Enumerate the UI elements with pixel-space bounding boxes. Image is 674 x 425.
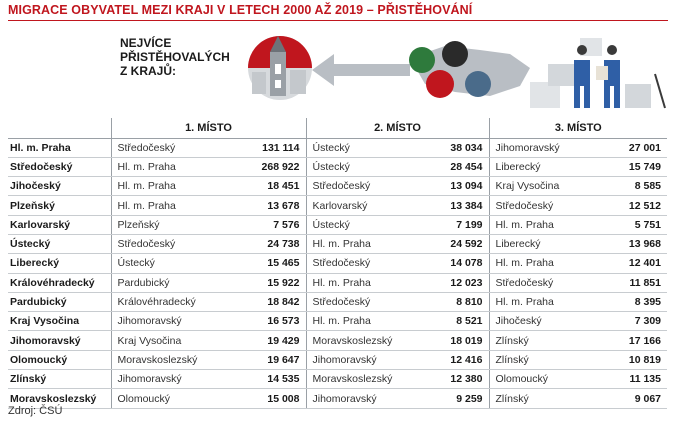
subtitle-line: NEJVÍCE [120, 36, 172, 50]
source-region-cell: Středočeský [111, 138, 221, 157]
region-cell: Hl. m. Praha [8, 138, 111, 157]
value-cell: 19 429 [221, 331, 306, 350]
region-map-icon [409, 41, 530, 98]
source-region-cell: Kraj Vysočina [489, 177, 597, 196]
subtitle-line: Z KRAJŮ: [120, 64, 176, 78]
source-region-cell: Ústecký [306, 157, 416, 176]
source-region-cell: Jihočeský [489, 312, 597, 331]
source-region-cell: Olomoucký [111, 389, 221, 408]
value-cell: 13 968 [597, 234, 667, 253]
migration-table [8, 118, 667, 409]
source-region-cell: Moravskoslezský [306, 370, 416, 389]
value-cell: 12 416 [416, 350, 489, 369]
value-cell: 8 585 [597, 177, 667, 196]
source-region-cell: Jihomoravský [111, 370, 221, 389]
value-cell: 27 001 [597, 138, 667, 157]
title-rule [8, 20, 668, 21]
table-row [8, 254, 667, 273]
region-cell: Jihočeský [8, 177, 111, 196]
value-cell: 17 166 [597, 331, 667, 350]
source-region-cell: Karlovarský [306, 196, 416, 215]
value-cell: 12 380 [416, 370, 489, 389]
value-cell: 131 114 [221, 138, 306, 157]
source-region-cell: Liberecký [489, 234, 597, 253]
value-cell: 14 535 [221, 370, 306, 389]
value-cell: 12 023 [416, 273, 489, 292]
table-row [8, 215, 667, 234]
value-cell: 18 019 [416, 331, 489, 350]
table-row [8, 331, 667, 350]
region-cell: Olomoucký [8, 350, 111, 369]
source-region-cell: Hl. m. Praha [306, 273, 416, 292]
source-region-cell: Zlínský [489, 389, 597, 408]
value-cell: 11 135 [597, 370, 667, 389]
value-cell: 12 401 [597, 254, 667, 273]
value-cell: 16 573 [221, 312, 306, 331]
source-region-cell: Hl. m. Praha [489, 215, 597, 234]
table-row [8, 273, 667, 292]
value-cell: 13 094 [416, 177, 489, 196]
table-row [8, 370, 667, 389]
value-cell: 8 810 [416, 292, 489, 311]
moving-people-icon [530, 38, 665, 108]
value-cell: 8 521 [416, 312, 489, 331]
header-empty [8, 118, 111, 138]
source-region-cell: Moravskoslezský [111, 350, 221, 369]
source-region-cell: Hl. m. Praha [306, 312, 416, 331]
region-cell: Moravskoslezský [8, 389, 111, 408]
region-cell: Karlovarský [8, 215, 111, 234]
value-cell: 268 922 [221, 157, 306, 176]
source-region-cell: Středočeský [111, 234, 221, 253]
source-region-cell: Ústecký [111, 254, 221, 273]
table-row [8, 234, 667, 253]
value-cell: 8 395 [597, 292, 667, 311]
source-region-cell: Plzeňský [111, 215, 221, 234]
source-region-cell: Olomoucký [489, 370, 597, 389]
source-region-cell: Zlínský [489, 350, 597, 369]
value-cell: 11 851 [597, 273, 667, 292]
region-cell: Jihomoravský [8, 331, 111, 350]
source-region-cell: Hl. m. Praha [489, 292, 597, 311]
value-cell: 13 678 [221, 196, 306, 215]
source-region-cell: Hl. m. Praha [111, 177, 221, 196]
source-region-cell: Hl. m. Praha [111, 157, 221, 176]
page-title: MIGRACE OBYVATEL MEZI KRAJI V LETECH 2000 AŽ 2019 – PŘISTĚHOVÁNÍ [8, 3, 473, 17]
source-region-cell: Ústecký [306, 215, 416, 234]
value-cell: 28 454 [416, 157, 489, 176]
source-region-cell: Středočeský [306, 292, 416, 311]
header-place-3: 3. MÍSTO [489, 118, 667, 138]
region-cell: Kraj Vysočina [8, 312, 111, 331]
table-row [8, 138, 667, 157]
source-region-cell: Liberecký [489, 157, 597, 176]
header-place-1: 1. MÍSTO [111, 118, 306, 138]
region-cell: Ústecký [8, 234, 111, 253]
value-cell: 15 749 [597, 157, 667, 176]
value-cell: 24 738 [221, 234, 306, 253]
source-region-cell: Středočeský [489, 273, 597, 292]
value-cell: 15 922 [221, 273, 306, 292]
source-note: Zdroj: ČSÚ [8, 405, 63, 417]
table-body [8, 138, 667, 408]
header-illustration [230, 24, 670, 116]
value-cell: 7 199 [416, 215, 489, 234]
source-region-cell: Hl. m. Praha [306, 234, 416, 253]
value-cell: 5 751 [597, 215, 667, 234]
table-row [8, 196, 667, 215]
value-cell: 18 451 [221, 177, 306, 196]
value-cell: 7 309 [597, 312, 667, 331]
value-cell: 14 078 [416, 254, 489, 273]
value-cell: 19 647 [221, 350, 306, 369]
value-cell: 9 067 [597, 389, 667, 408]
table-header-row [8, 118, 667, 138]
left-arrow-icon [312, 54, 410, 86]
source-region-cell: Středočeský [306, 254, 416, 273]
source-region-cell: Středočeský [306, 177, 416, 196]
region-cell: Pardubický [8, 292, 111, 311]
region-cell: Středočeský [8, 157, 111, 176]
value-cell: 24 592 [416, 234, 489, 253]
source-region-cell: Ústecký [306, 138, 416, 157]
source-region-cell: Zlínský [489, 331, 597, 350]
table-row [8, 312, 667, 331]
source-region-cell: Jihomoravský [489, 138, 597, 157]
table-row [8, 350, 667, 369]
source-region-cell: Jihomoravský [111, 312, 221, 331]
table-row [8, 389, 667, 408]
header-place-2: 2. MÍSTO [306, 118, 489, 138]
source-region-cell: Kraj Vysočina [111, 331, 221, 350]
source-region-cell: Moravskoslezský [306, 331, 416, 350]
value-cell: 12 512 [597, 196, 667, 215]
value-cell: 15 008 [221, 389, 306, 408]
source-region-cell: Pardubický [111, 273, 221, 292]
value-cell: 15 465 [221, 254, 306, 273]
region-cell: Zlínský [8, 370, 111, 389]
table-row [8, 292, 667, 311]
value-cell: 9 259 [416, 389, 489, 408]
value-cell: 10 819 [597, 350, 667, 369]
castle-circle-icon [248, 36, 312, 100]
source-region-cell: Královéhradecký [111, 292, 221, 311]
subtitle [120, 36, 230, 78]
region-cell: Královéhradecký [8, 273, 111, 292]
value-cell: 13 384 [416, 196, 489, 215]
source-region-cell: Hl. m. Praha [489, 254, 597, 273]
value-cell: 7 576 [221, 215, 306, 234]
source-region-cell: Hl. m. Praha [111, 196, 221, 215]
region-cell: Plzeňský [8, 196, 111, 215]
source-region-cell: Středočeský [489, 196, 597, 215]
value-cell: 38 034 [416, 138, 489, 157]
source-region-cell: Jihomoravský [306, 389, 416, 408]
subtitle-line: PŘISTĚHOVALÝCH [120, 50, 230, 64]
region-cell: Liberecký [8, 254, 111, 273]
table-row [8, 157, 667, 176]
table-row [8, 177, 667, 196]
source-region-cell: Jihomoravský [306, 350, 416, 369]
value-cell: 18 842 [221, 292, 306, 311]
